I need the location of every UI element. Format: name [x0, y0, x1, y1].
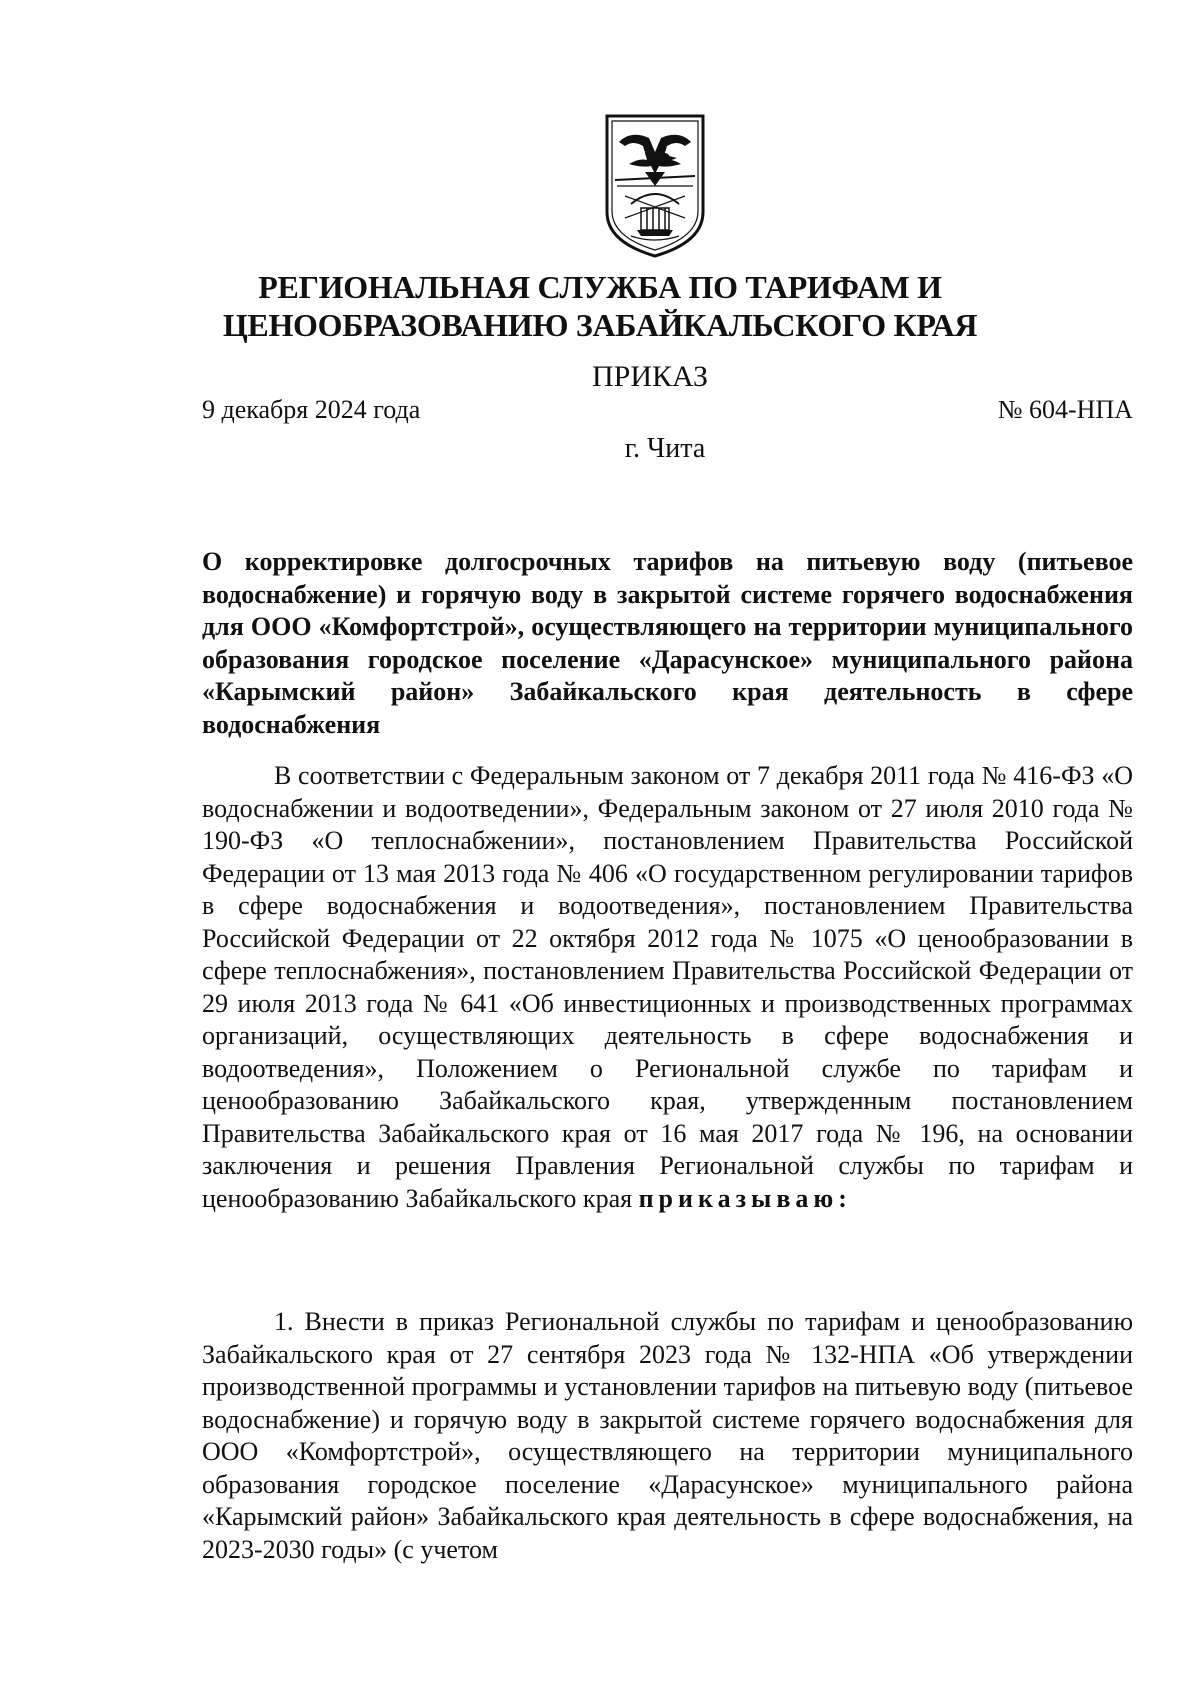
item-1-paragraph: [202, 1306, 1133, 1566]
preamble-paragraph: [202, 760, 1133, 1215]
organization-title-line2: ЦЕНООБРАЗОВАНИЮ ЗАБАЙКАЛЬСКОГО КРАЯ: [222, 307, 978, 343]
order-city: г. Чита: [624, 433, 706, 464]
order-date: 9 декабря 2024 года: [202, 395, 421, 424]
item-1-text: 1. Внести в приказ Региональной службы по тарифам и ценообразованию Забайкальского края от 27 сентября 2023 года № 132-НПА «Об утверждении производственной программы и установлении тарифов на питьевую воду (питьевое водоснабжение) и горячую воду в закрытой системе горячего водоснабжения для ООО «Комфортстрой», осуществляющего на территории муниципального образования городское поселение «Дарасунское» муниципального района «Карымский район» Забайкальского края деятельность в сфере водоснабжения, на 2023-2030 годы» (с учетом: [202, 1307, 1133, 1564]
organization-title-line1: РЕГИОНАЛЬНАЯ СЛУЖБА ПО ТАРИФАМ И: [258, 269, 942, 305]
order-subject: О корректировке долгосрочных тарифов на питьевую воду (питьевое водоснабжение) и горячую воду в закрытой системе горячего водоснабжения для ООО «Комфортстрой», осуществляющего на территории муниципального образования городское поселение «Дарасунское» муниципального района «Карымский район» Забайкальского края деятельность в сфере водоснабжения: [202, 547, 1133, 739]
document-type: ПРИКАЗ: [592, 360, 708, 393]
preamble-text: В соответствии с Федеральным законом от 7 декабря 2011 года № 416-ФЗ «О водоснабжении и водоотведении», Федеральным законом от 27 июля 2010 года № 190-ФЗ «О теплоснабжении», постановлением Правительства Российской Федерации от 13 мая 2013 года № 406 «О государственном регулировании тарифов в сфере водоснабжения и водоотведения», постановлением Правительства Российской Федерации от 22 октября 2012 года № 1075 «О ценообразовании в сфере теплоснабжения», постановлением Правительства Российской Федерации от 29 июля 2013 года № 641 «Об инвестиционных и производственных программах организаций, осуществляющих деятельность в сфере водоснабжения и водоотведения», Положением о Региональной службе по тарифам и ценообразованию Забайкальского края, утвержденным постановлением Правительства Забайкальского края от 16 мая 2017 года № 196, на основании заключения и решения Правления Региональной службы по тарифам и ценообразованию Забайкальского края: [202, 761, 1133, 1213]
organization-title: [200, 268, 1000, 344]
coat-of-arms-icon: [601, 112, 709, 260]
order-verb: приказываю:: [638, 1183, 852, 1213]
order-number: № 604-НПА: [997, 395, 1133, 424]
